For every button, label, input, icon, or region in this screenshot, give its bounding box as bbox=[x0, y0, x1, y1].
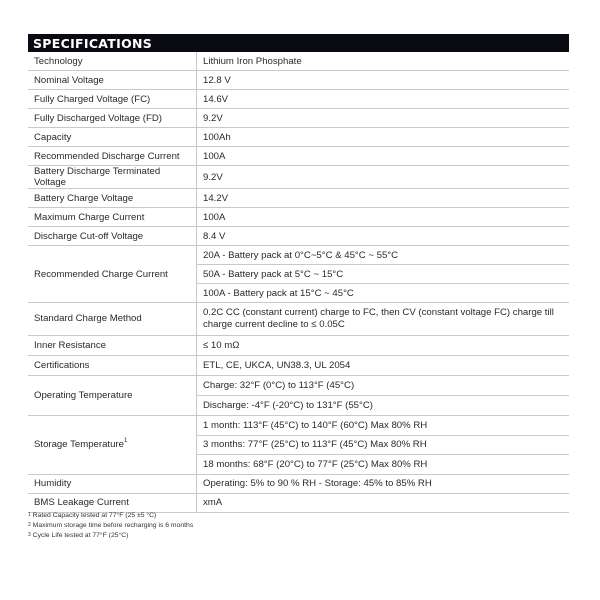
spec-label: Standard Charge Method bbox=[28, 303, 197, 336]
footnote bbox=[28, 511, 193, 521]
spec-value: xmA bbox=[197, 493, 570, 512]
table-row bbox=[28, 208, 569, 227]
spec-value: 9.2V bbox=[197, 109, 570, 128]
spec-value: 14.6V bbox=[197, 90, 570, 109]
table-row bbox=[28, 189, 569, 208]
table-row bbox=[28, 147, 569, 166]
spec-label: Operating Temperature bbox=[28, 376, 197, 416]
table-row bbox=[28, 303, 569, 336]
spec-label: Capacity bbox=[28, 128, 197, 147]
spec-value: Discharge: -4°F (-20°C) to 131°F (55°C) bbox=[197, 396, 570, 416]
footnote-marker: 1 bbox=[123, 438, 128, 445]
spec-label: Technology bbox=[28, 52, 197, 71]
spec-label: Battery Discharge Terminated Voltage bbox=[28, 166, 197, 189]
footnote bbox=[28, 531, 193, 541]
spec-label: BMS Leakage Current bbox=[28, 493, 197, 512]
spec-value: 100A bbox=[197, 147, 570, 166]
specifications-sheet bbox=[28, 34, 569, 513]
table-row bbox=[28, 474, 569, 493]
spec-label: Discharge Cut-off Voltage bbox=[28, 227, 197, 246]
spec-value: 100A - Battery pack at 15°C ~ 45°C bbox=[197, 284, 570, 303]
spec-label: Fully Charged Voltage (FC) bbox=[28, 90, 197, 109]
spec-label: Inner Resistance bbox=[28, 336, 197, 356]
spec-value: 20A - Battery pack at 0°C~5°C & 45°C ~ 55°C bbox=[197, 246, 570, 265]
spec-label: Battery Charge Voltage bbox=[28, 189, 197, 208]
spec-label bbox=[28, 416, 197, 475]
spec-value: 100A bbox=[197, 208, 570, 227]
spec-label: Nominal Voltage bbox=[28, 71, 197, 90]
section-title: SPECIFICATIONS bbox=[28, 34, 569, 52]
spec-value: Operating: 5% to 90 % RH - Storage: 45% to 85% RH bbox=[197, 474, 570, 493]
footnote-marker: 3 bbox=[28, 532, 31, 538]
table-row bbox=[28, 246, 569, 265]
spec-value: ≤ 10 mΩ bbox=[197, 336, 570, 356]
spec-value: 9.2V bbox=[197, 166, 570, 189]
footnote-text: Cycle Life tested at 77°F (25°C) bbox=[32, 532, 129, 539]
table-row bbox=[28, 356, 569, 376]
spec-value: 18 months: 68°F (20°C) to 77°F (25°C) Max 80% RH bbox=[197, 455, 570, 475]
table-row bbox=[28, 493, 569, 512]
spec-value: 50A - Battery pack at 5°C ~ 15°C bbox=[197, 265, 570, 284]
table-row bbox=[28, 109, 569, 128]
spec-value: 3 months: 77°F (25°C) to 113°F (45°C) Max 80% RH bbox=[197, 435, 570, 455]
footnote bbox=[28, 521, 193, 531]
footnote-text: Maximum storage time before recharging is 6 months bbox=[32, 522, 194, 529]
table-row bbox=[28, 376, 569, 396]
table-row bbox=[28, 227, 569, 246]
spec-value: 0.2C CC (constant current) charge to FC, then CV (constant voltage FC) charge till charge current decline to ≤ 0.05C bbox=[197, 303, 570, 336]
spec-value: 12.8 V bbox=[197, 71, 570, 90]
footnotes bbox=[28, 511, 193, 541]
spec-label: Recommended Charge Current bbox=[28, 246, 197, 303]
spec-value: Charge: 32°F (0°C) to 113°F (45°C) bbox=[197, 376, 570, 396]
footnote-text: Rated Capacity tested at 77°F (25 ±5 °C) bbox=[32, 512, 157, 519]
spec-value: ETL, CE, UKCA, UN38.3, UL 2054 bbox=[197, 356, 570, 376]
spec-label: Recommended Discharge Current bbox=[28, 147, 197, 166]
footnote-marker: 1 bbox=[28, 512, 31, 518]
spec-value: 100Ah bbox=[197, 128, 570, 147]
table-row bbox=[28, 336, 569, 356]
table-row bbox=[28, 71, 569, 90]
spec-value: 8.4 V bbox=[197, 227, 570, 246]
spec-label: Fully Discharged Voltage (FD) bbox=[28, 109, 197, 128]
table-row bbox=[28, 52, 569, 71]
spec-label: Certifications bbox=[28, 356, 197, 376]
footnote-marker: 2 bbox=[28, 522, 31, 528]
storage-temp-label: Storage Temperature bbox=[34, 439, 124, 451]
table-row bbox=[28, 416, 569, 436]
table-row bbox=[28, 166, 569, 189]
spec-label: Maximum Charge Current bbox=[28, 208, 197, 227]
spec-value: 1 month: 113°F (45°C) to 140°F (60°C) Max 80% RH bbox=[197, 416, 570, 436]
table-row bbox=[28, 128, 569, 147]
specifications-table bbox=[28, 52, 569, 513]
spec-value: 14.2V bbox=[197, 189, 570, 208]
spec-label: Humidity bbox=[28, 474, 197, 493]
spec-value: Lithium Iron Phosphate bbox=[197, 52, 570, 71]
table-row bbox=[28, 90, 569, 109]
